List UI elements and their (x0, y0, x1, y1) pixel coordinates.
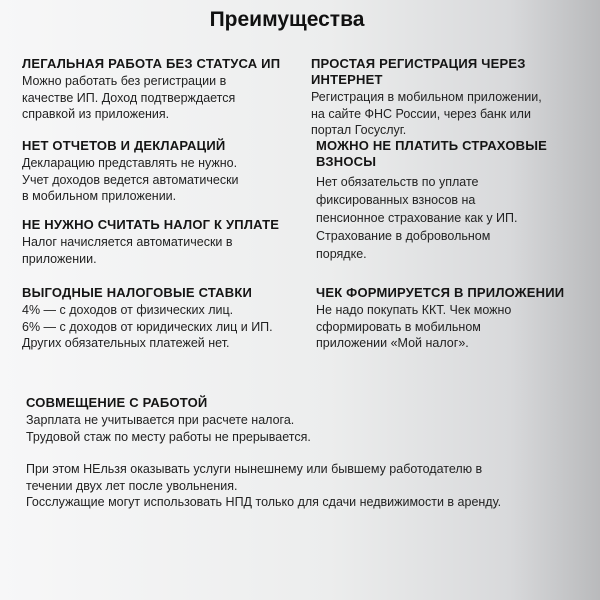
benefit-text: Регистрация в мобильном приложении, на сайте ФНС России, через банк или портал Госуслуг. (311, 90, 542, 137)
benefit-heading: ПРОСТАЯ РЕГИСТРАЦИЯ ЧЕРЕЗ ИНТЕРНЕТ (311, 56, 526, 87)
benefit-heading: МОЖНО НЕ ПЛАТИТЬ СТРАХОВЫЕ ВЗНОСЫ (316, 138, 548, 169)
benefit-text: Декларацию представлять не нужно. Учет доходов ведется автоматически в мобильном приложении. (22, 156, 239, 203)
benefit-heading: НЕТ ОТЧЕТОВ И ДЕКЛАРАЦИЙ (22, 138, 226, 153)
benefit-text: Налог начисляется автоматически в приложении. (22, 235, 233, 266)
benefit-no-reports (22, 138, 284, 205)
benefit-text: Нет обязательств по уплате фиксированных взносов на пенсионное страхование как у ИП. Страхование в добровольном порядке. (316, 175, 518, 261)
benefit-no-tax-calculation (22, 217, 284, 267)
benefit-legal-work (22, 56, 284, 123)
benefit-simple-registration (311, 56, 591, 139)
benefit-heading: НЕ НУЖНО СЧИТАТЬ НАЛОГ К УПЛАТЕ (22, 217, 280, 232)
benefit-no-insurance (316, 138, 586, 263)
benefit-receipt-in-app (316, 285, 591, 352)
benefit-tax-rates (22, 285, 297, 352)
benefit-heading: ЛЕГАЛЬНАЯ РАБОТА БЕЗ СТАТУСА ИП (22, 56, 281, 71)
benefit-combining-with-job (26, 395, 586, 511)
benefit-text: Зарплата не учитывается при расчете налога. Трудовой стаж по месту работы не прерывается. (26, 413, 311, 444)
benefit-heading: СОВМЕЩЕНИЕ С РАБОТОЙ (26, 395, 208, 410)
benefit-note: При этом НЕльзя оказывать услуги нынешнему или бывшему работодателю в течении двух лет после увольнения. Госслужащие могут использовать НПД только для сдачи недвижимости в аренду. (26, 462, 502, 509)
benefit-text: 4% — с доходов от физических лиц. 6% — с доходов от юридических лиц и ИП. Других обязательных платежей нет. (22, 303, 273, 350)
benefit-heading: ЧЕК ФОРМИРУЕТСЯ В ПРИЛОЖЕНИИ (316, 285, 565, 300)
page-title: Преимущества (209, 8, 365, 31)
benefit-heading: ВЫГОДНЫЕ НАЛОГОВЫЕ СТАВКИ (22, 285, 253, 300)
benefit-text: Можно работать без регистрации в качестве ИП. Доход подтверждается справкой из приложения. (22, 74, 236, 121)
benefit-text: Не надо покупать ККТ. Чек можно сформировать в мобильном приложении «Мой налог». (316, 303, 512, 350)
